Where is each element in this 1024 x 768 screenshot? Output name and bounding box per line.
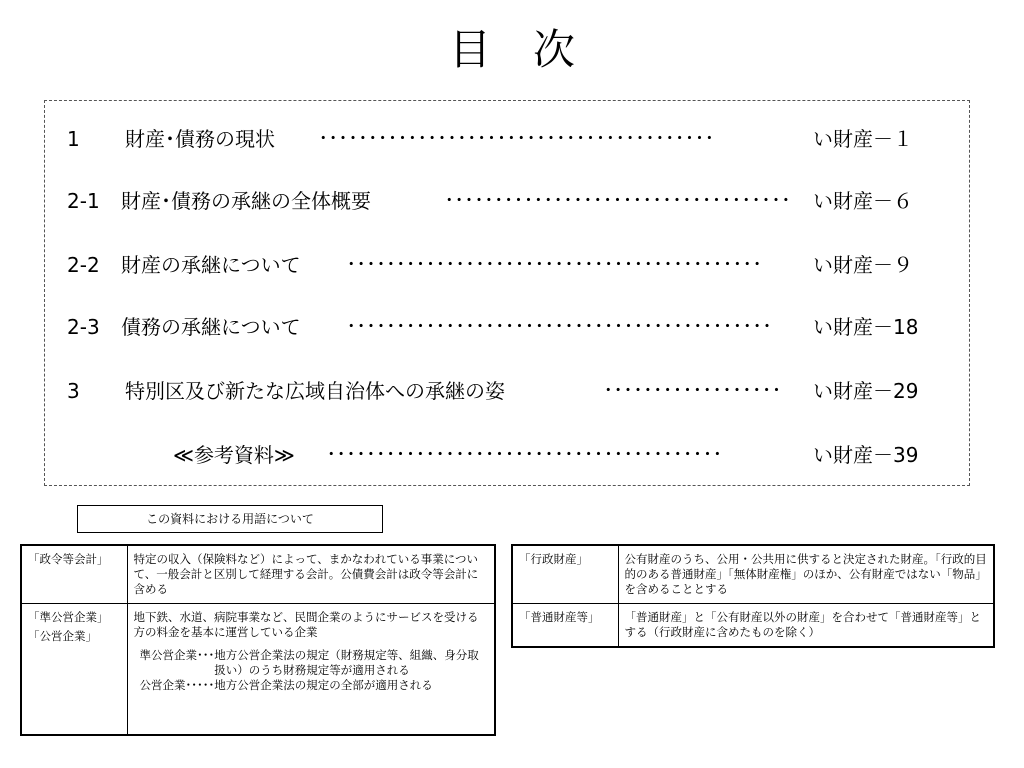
term-cell — [21, 545, 127, 604]
toc-item — [67, 122, 957, 156]
term-name: 「政令等会計」 — [28, 552, 109, 566]
sub-note-value: 地方公営企業法の規定の全部が適用される — [214, 678, 433, 692]
toc-item-page: い財産－６ — [813, 189, 913, 213]
toc-item-page: い財産－39 — [813, 443, 919, 467]
term-description: 「普通財産」と「公有財産以外の財産」を合わせて「普通財産等」とする（行政財産に含めたものを除く） — [618, 604, 994, 648]
term-cell — [21, 604, 127, 736]
toc-item-leader: ･･････････････････････････････････････････ — [347, 255, 763, 275]
toc-item-leader: ･･････････････････ — [604, 381, 783, 401]
terms-table-right — [511, 544, 995, 648]
term-name: 「行政財産」 — [519, 552, 588, 566]
toc-item-label: 財産･債務の承継の全体概要 — [121, 189, 371, 213]
toc-item-label: 特別区及び新たな広域自治体への承継の姿 — [125, 379, 505, 403]
sub-note-key: 公営企業･････ — [139, 678, 215, 692]
term-name: 「普通財産等」 — [519, 610, 600, 624]
term-name: 「公営企業」 — [28, 629, 97, 643]
sub-note-key: 準公営企業･･･ — [139, 648, 215, 662]
sub-note-row — [140, 678, 489, 693]
term-cell — [512, 604, 618, 648]
toc-item-number: 2-3 — [67, 315, 100, 339]
page-title: 目 次 — [448, 25, 575, 74]
toc-item — [67, 310, 957, 344]
toc-item-leader: ････････････････････････････････････････ — [327, 445, 723, 465]
term-description: 特定の収入（保険料など）によって、まかなわれている事業について、一般会計と区別して経理する会計。公債費会計は政令等会計に含める — [127, 545, 495, 604]
toc-item-page: い財産－18 — [813, 315, 919, 339]
sub-note-value: 地方公営企業法の規定（財務規定等、組織、身分取扱い）のうち財務規定等が適用される — [214, 648, 479, 677]
term-sub-notes — [134, 648, 489, 693]
sub-note-row — [140, 648, 489, 678]
toc-item — [67, 184, 957, 218]
toc-item-page: い財産－１ — [813, 127, 913, 151]
toc-item-label: 債務の承継について — [121, 315, 301, 339]
toc-item-number: 3 — [67, 379, 80, 403]
toc-item-number: 2-1 — [67, 189, 100, 213]
terms-table-left — [20, 544, 496, 736]
table-row — [512, 604, 994, 648]
toc-item — [67, 248, 957, 282]
toc-item-label: ≪参考資料≫ — [173, 443, 295, 467]
term-description: 地下鉄、水道、病院事業など、民間企業のようにサービスを受ける方の料金を基本に運営している企業 — [133, 610, 479, 639]
toc-item-label: 財産･債務の現状 — [125, 127, 275, 151]
toc-item-page: い財産－29 — [813, 379, 919, 403]
terms-section-label: この資料における用語について — [77, 505, 383, 533]
toc-item-number: 1 — [67, 127, 80, 151]
toc-item-page: い財産－９ — [813, 253, 913, 277]
toc-item-leader: ･･･････････････････････････････････････････ — [347, 317, 773, 337]
term-description-cell — [127, 604, 495, 736]
toc-item-leader: ･･･････････････････････････････････ — [445, 191, 792, 211]
table-of-contents — [44, 100, 970, 486]
toc-item — [67, 374, 957, 408]
table-row — [21, 545, 495, 604]
toc-item-leader: ････････････････････････････････････････ — [319, 129, 715, 149]
toc-item-label: 財産の承継について — [121, 253, 301, 277]
table-row — [21, 604, 495, 736]
term-name: 「準公営企業」 — [28, 610, 109, 624]
toc-item-number: 2-2 — [67, 253, 100, 277]
term-cell — [512, 545, 618, 604]
toc-item — [67, 438, 957, 472]
term-description: 公有財産のうち、公用・公共用に供すると決定された財産。「行政的目的のある普通財産」「無体財産権」のほか、公有財産ではない「物品」を含めることとする — [618, 545, 994, 604]
table-row — [512, 545, 994, 604]
